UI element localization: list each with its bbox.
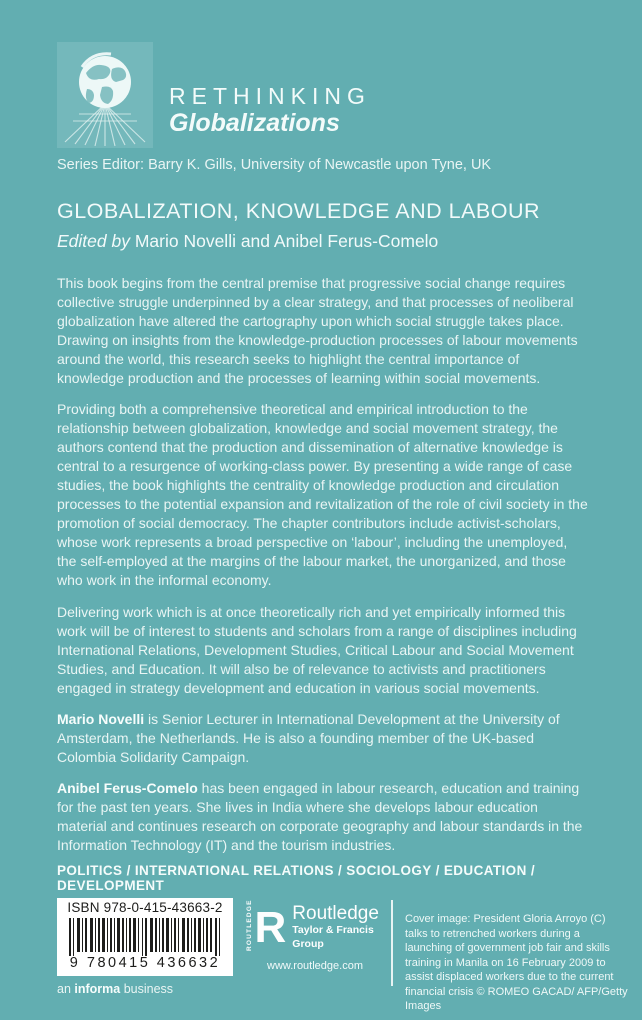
informa-pre: an (57, 982, 75, 996)
edited-by-prefix: Edited by (57, 231, 135, 251)
series-subname: Globalizations (169, 109, 340, 138)
barcode-icon (67, 918, 223, 956)
author-bio-text-1: is Senior Lecturer in International Development at the University of Amsterdam, the Netherlands. He is also a founding member of the UK-based Colombia Solidarity Campaign. (57, 710, 560, 765)
series-name: RETHINKING (169, 82, 371, 109)
publisher-name: Routledge (292, 903, 379, 924)
cover-image-credit: Cover image: President Gloria Arroyo (C) talks to retrenched workers during a launching of government job fair and skills training in Manila on 16 February 2009 to assist displaced workers due to the current financial crisis © ROMEO GACAD/ AFP/Getty Images (405, 913, 628, 1013)
informa-line (57, 982, 173, 996)
routledge-vertical-label: ROUTLEDGE (246, 899, 253, 951)
author-bio-text-2: has been engaged in labour research, education and training for the past ten years. She lives in India where she develops labour education material and continues research on corporate geography and labour standards in the Information Technology (IT) and the tourism industries. (57, 779, 583, 853)
informa-brand: informa (74, 982, 121, 996)
globe-icon (57, 42, 153, 148)
blurb-paragraph-1: This book begins from the central premise that progressive social change requires collective struggle underpinned by a clear strategy, and that processes of neoliberal globalization have altered the cartography upon which social struggle takes place. Drawing on insights from the knowledge-production processes of labour movements around the world, this research seeks to highlight the central importance of knowledge production and the processes of learning within social movements. (57, 275, 578, 387)
series-editor-line: Series Editor: Barry K. Gills, University of Newcastle upon Tyne, UK (57, 157, 492, 173)
bottom-strip (57, 898, 628, 1014)
author-bio-2 (57, 779, 589, 855)
blurb-paragraph-2: Providing both a comprehensive theoretical and empirical introduction to the relationship between globalization, knowledge and social movement strategy, the authors contend that the production and dissemination of alternative knowledge is central to a resurgence of working-class power. By presenting a wide range of case studies, the book highlights the centrality of knowledge production and circulation processes to the potential expansion and revitalization of the role of civil society in the promotion of social democracy. The chapter contributors include activist-scholars, whose work represents a broad perspective on ‘labour’, including the unemployed, the self-employed at the margins of the labour market, the unorganized, and those who work in the informal economy. (57, 401, 588, 589)
vertical-divider (391, 900, 393, 986)
routledge-r-icon: R (254, 902, 287, 952)
isbn-barcode-block (57, 898, 233, 976)
series-logo (57, 42, 587, 148)
routledge-logo (247, 898, 383, 972)
author-name-1: Mario Novelli (57, 710, 145, 727)
editor-names: Mario Novelli and Anibel Ferus-Comelo (134, 231, 439, 251)
informa-post: business (120, 982, 174, 996)
subject-categories-line: POLITICS / INTERNATIONAL RELATIONS / SOCIOLOGY / EDUCATION / DEVELOPMENT (57, 863, 536, 893)
barcode-digits: 9 780415 436632 (69, 954, 221, 971)
edited-by-line (57, 231, 587, 252)
book-blurb (57, 274, 589, 855)
publisher-website: www.routledge.com (267, 960, 363, 973)
isbn-label: ISBN 978-0-415-43663-2 (67, 900, 223, 915)
author-bio-1 (57, 710, 589, 767)
publisher-group: Taylor & Francis Group (292, 923, 374, 950)
author-name-2: Anibel Ferus-Comelo (57, 779, 198, 796)
blurb-paragraph-3: Delivering work which is at once theoretically rich and yet empirically informed this work will be of interest to students and scholars from a range of disciplines including International Relations, Development Studies, Critical Labour and Social Movement Studies, and Education. It will also be of relevance to activists and practitioners engaged in strategy development and education in various social movements. (57, 603, 577, 696)
book-title: GLOBALIZATION, KNOWLEDGE AND LABOUR (57, 199, 541, 223)
